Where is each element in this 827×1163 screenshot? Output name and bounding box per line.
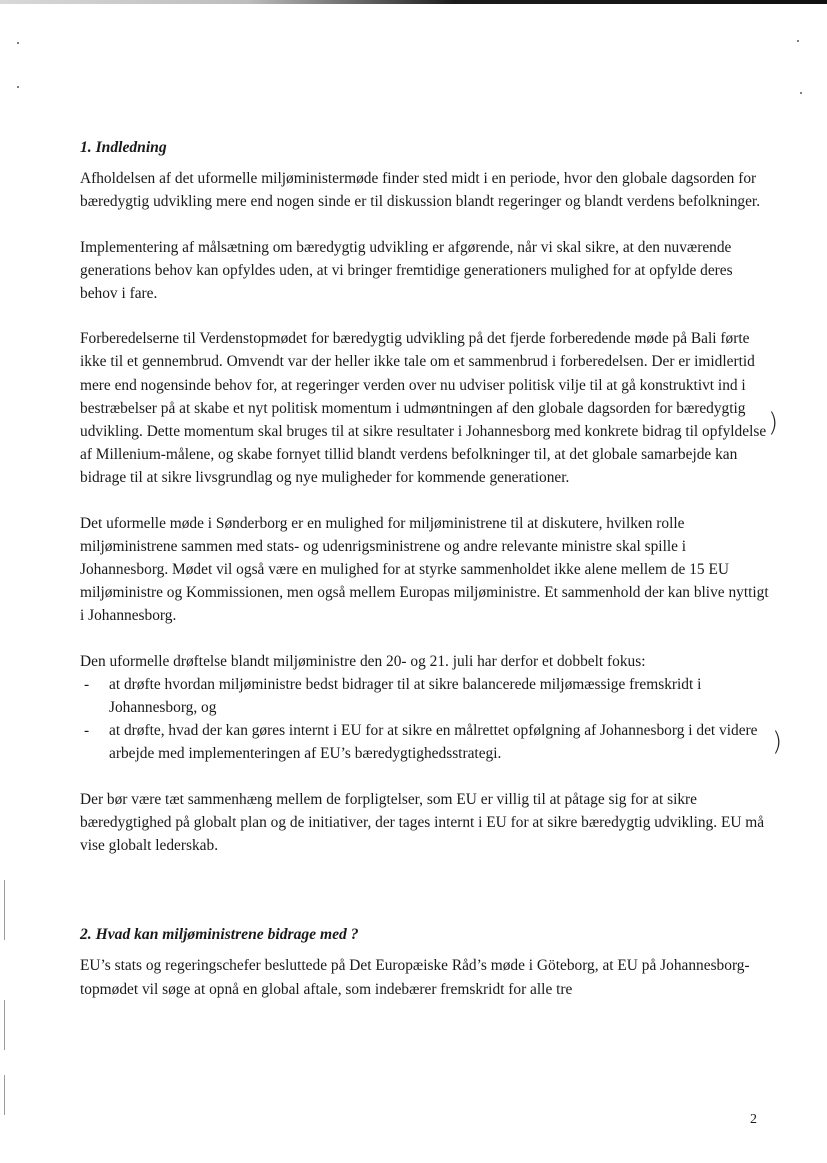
document-page bbox=[80, 136, 770, 1023]
paragraph: Der bør være tæt sammenhæng mellem de forpligtelser, som EU er villig til at påtage sig for at sikre bæredygtighed på globalt plan og de initiativer, der tages internt i EU for at sikre bæredygtig udvikling. EU må vise globalt lederskab. bbox=[80, 790, 765, 855]
list-bullet: - bbox=[84, 675, 90, 693]
section-heading: 2. Hvad kan miljøministrene bidrage med ? bbox=[80, 926, 359, 944]
page-number: 2 bbox=[750, 1112, 757, 1127]
list-item-text: at drøfte hvordan miljøministre bedst bidrager til at sikre balancerede miljømæssige fremskridt i Johannesborg, og bbox=[109, 675, 702, 717]
scan-edge-line bbox=[4, 1075, 5, 1115]
section-bidrag bbox=[80, 923, 770, 1001]
list-item bbox=[80, 673, 770, 719]
paragraph: Den uformelle drøftelse blandt miljøministre den 20- og 21. juli har derfor et dobbelt fokus: bbox=[80, 652, 646, 670]
list-item bbox=[80, 719, 770, 765]
scan-speck bbox=[17, 42, 19, 44]
scan-speck bbox=[17, 86, 19, 88]
list-bullet: - bbox=[84, 722, 90, 740]
paragraph: Afholdelsen af det uformelle miljøministermøde finder sted midt i en periode, hvor den globale dagsorden for bæredygtig udvikling mere end nogen sinde er til diskussion blandt regeringer og blandt verdens befolkninger. bbox=[80, 170, 761, 211]
margin-mark: ) bbox=[772, 727, 783, 757]
focus-list bbox=[80, 673, 770, 766]
paragraph: Det uformelle møde i Sønderborg er en mulighed for miljøministrene til at diskutere, hvilken rolle miljøministrene sammen med stats- og udenrigsministrene og andre relevante ministre skal spille i Johannesborg. Mødet vil også være en mulighed for at styrke sammenholdet ikke alene mellem de 15 EU miljøministre og Kommissionen, men også mellem Europas miljøministre. Et sammenhold der kan blive nyttigt i Johannesborg. bbox=[80, 514, 769, 625]
scan-top-edge bbox=[0, 0, 827, 4]
section-spacer bbox=[80, 879, 770, 923]
section-indledning bbox=[80, 136, 770, 857]
scan-speck bbox=[797, 40, 799, 42]
paragraph: Implementering af målsætning om bæredygtig udvikling er afgørende, når vi skal sikre, at den nuværende generations behov kan opfyldes uden, at vi bringer fremtidige generationers mulighed for at opfylde deres behov i fare. bbox=[80, 238, 733, 303]
paragraph: EU’s stats og regeringschefer besluttede på Det Europæiske Råd’s møde i Göteborg, at EU på Johannesborg-topmødet vil søge at opnå en global aftale, som indebærer fremskridt for alle tre bbox=[80, 957, 750, 998]
scan-speck bbox=[800, 92, 802, 94]
margin-mark: ) bbox=[768, 408, 779, 438]
scan-edge-line bbox=[4, 1000, 5, 1050]
list-item-text: at drøfte, hvad der kan gøres internt i EU for at sikre en målrettet opfølgning af Johannesborg i det videre arbejde med implementeringen af EU’s bæredygtighedsstrategi. bbox=[109, 722, 758, 763]
section-heading: 1. Indledning bbox=[80, 139, 167, 156]
scan-edge-line bbox=[4, 880, 5, 940]
paragraph: Forberedelserne til Verdenstopmødet for bæredygtig udvikling på det fjerde forberedende møde på Bali førte ikke til et gennembrud. Omvendt var der heller ikke tale om et sammenbrud i forberedelsen. Der er imidlertid mere end nogensinde behov for, at regeringer verden over nu udviser politisk vilje til at gå konstruktivt ind i bestræbelser på at skabe et nyt politisk momentum i udmøntningen af den globale dagsorden for bæredygtig udvikling. Dette momentum skal bruges til at sikre resultater i Johannesborg med konkrete bidrag til opfyldelse af Millenium-målene, og skabe fornyet tillid blandt verdens befolkninger til, at det globale samarbejde kan bidrage til at sikre livsgrundlag og nye muligheder for kommende generationer. bbox=[80, 330, 767, 487]
